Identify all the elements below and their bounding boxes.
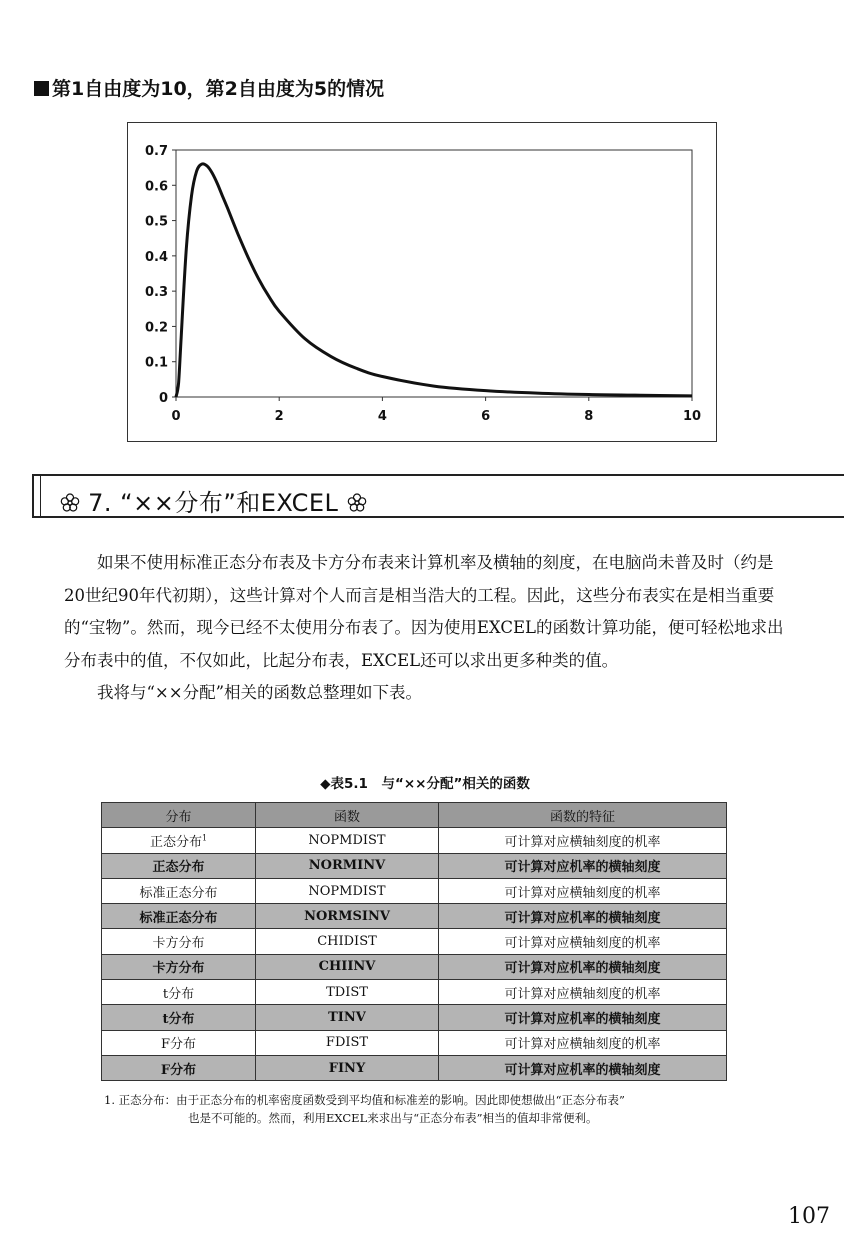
cell-feature: 可计算对应机率的横轴刻度 — [439, 954, 727, 979]
table-row — [102, 878, 727, 903]
table-row — [102, 904, 727, 929]
body-text — [64, 547, 784, 710]
cell-feature: 可计算对应机率的横轴刻度 — [439, 1005, 727, 1030]
cell-distribution — [102, 1030, 256, 1055]
plot-area — [176, 150, 692, 397]
cell-distribution — [102, 954, 256, 979]
cell-feature: 可计算对应横轴刻度的机率 — [439, 980, 727, 1005]
cell-function: NORMSINV — [256, 904, 439, 929]
cell-function: NOPMDIST — [256, 828, 439, 853]
x-tick-label: 6 — [481, 409, 491, 424]
x-tick-label: 0 — [171, 409, 181, 424]
cell-feature: 可计算对应横轴刻度的机率 — [439, 878, 727, 903]
distribution-name: F分布 — [160, 1062, 197, 1078]
cell-distribution — [102, 929, 256, 954]
y-tick-label: 0.3 — [144, 285, 168, 301]
cell-distribution — [102, 853, 256, 878]
table-row — [102, 980, 727, 1005]
table-row — [102, 929, 727, 954]
page-number: 107 — [788, 1204, 830, 1229]
footnote — [104, 1091, 744, 1127]
table-row — [102, 1030, 727, 1055]
x-tick-label: 8 — [584, 409, 594, 424]
footnote-line: 1. 正态分布：由于正态分布的机率密度函数受到平均值和标准差的影响。因此即使想做出“正态分布表” — [104, 1093, 625, 1107]
paragraph: 我将与“××分配”相关的函数总整理如下表。 — [97, 683, 423, 702]
distribution-name: 正态分布 — [152, 860, 205, 876]
cell-distribution — [102, 980, 256, 1005]
density-curve — [176, 164, 692, 397]
y-tick-label: 0.4 — [144, 249, 168, 265]
cell-distribution — [102, 1005, 256, 1030]
cell-feature: 可计算对应机率的横轴刻度 — [439, 853, 727, 878]
table-caption: ◆表5.1 与“××分配”相关的函数 — [320, 776, 530, 792]
table-row — [102, 1055, 727, 1080]
section-title-text: 7. “××分布”和EXCEL — [88, 489, 339, 517]
f-distribution-chart — [128, 123, 716, 441]
x-tick-label: 4 — [377, 409, 387, 424]
y-tick-label: 0.6 — [144, 179, 168, 195]
cell-function: NORMINV — [256, 853, 439, 878]
y-tick-label: 0.2 — [144, 320, 168, 336]
y-tick-label: 0.5 — [144, 214, 168, 230]
distribution-name: 正态分布 — [149, 834, 202, 850]
cell-function: FINY — [256, 1055, 439, 1080]
distribution-name: 卡方分布 — [152, 936, 205, 952]
column-header: 函数 — [256, 803, 439, 828]
cell-function: CHIINV — [256, 954, 439, 979]
table-row — [102, 1005, 727, 1030]
section-heading — [34, 74, 384, 101]
cell-feature: 可计算对应横轴刻度的机率 — [439, 828, 727, 853]
distribution-name: t分布 — [162, 1012, 195, 1028]
cell-function: TINV — [256, 1005, 439, 1030]
y-tick-label: 0.7 — [144, 144, 168, 159]
cell-distribution — [102, 904, 256, 929]
footnote-line: 也是不可能的。然而，利用EXCEL来求出与“正态分布表”相当的值却非常便利。 — [188, 1111, 598, 1125]
distribution-name: F分布 — [160, 1037, 197, 1053]
cell-function: FDIST — [256, 1030, 439, 1055]
y-tick-label: 0 — [158, 391, 168, 406]
cell-feature: 可计算对应横轴刻度的机率 — [439, 929, 727, 954]
distribution-name: t分布 — [162, 986, 195, 1002]
distribution-name: 标准正态分布 — [139, 885, 218, 901]
cell-feature: 可计算对应机率的横轴刻度 — [439, 904, 727, 929]
section-title — [60, 483, 367, 518]
paragraph: 如果不使用标准正态分布表及卡方分布表来计算机率及横轴的刻度，在电脑尚未普及时（约是20世纪90年代初期），这些计算对个人而言是相当浩大的工程。因此，这些分布表实在是相当重要的“宝物”。然而，现今已经不太使用分布表了。因为使用EXCEL的函数计算功能，便可轻松地求出分布表中的值，不仅如此，比起分布表，EXCEL还可以求出更多种类的值。 — [64, 553, 784, 670]
cell-distribution — [102, 1055, 256, 1080]
title-bar-inner-rule — [40, 474, 41, 518]
cell-distribution — [102, 828, 256, 853]
footnote-marker: 1 — [201, 833, 208, 843]
flower-icon — [60, 493, 80, 513]
column-header: 分布 — [102, 803, 256, 828]
chart-frame — [127, 122, 717, 442]
table-header-row — [102, 803, 727, 828]
x-tick-label: 10 — [682, 409, 702, 424]
cell-function: TDIST — [256, 980, 439, 1005]
square-bullet-icon — [34, 81, 49, 96]
table-row — [102, 954, 727, 979]
distribution-name: 标准正态分布 — [139, 910, 218, 926]
distribution-name: 卡方分布 — [152, 961, 205, 977]
cell-feature: 可计算对应横轴刻度的机率 — [439, 1030, 727, 1055]
cell-feature: 可计算对应机率的横轴刻度 — [439, 1055, 727, 1080]
flower-icon — [347, 493, 367, 513]
y-tick-label: 0.1 — [144, 355, 168, 371]
cell-distribution — [102, 878, 256, 903]
column-header: 函数的特征 — [439, 803, 727, 828]
cell-function: CHIDIST — [256, 929, 439, 954]
heading-text: 第1自由度为10，第2自由度为5的情况 — [52, 78, 385, 100]
function-table — [101, 802, 727, 1081]
table-row — [102, 853, 727, 878]
cell-function: NOPMDIST — [256, 878, 439, 903]
table-row — [102, 828, 727, 853]
x-tick-label: 2 — [274, 409, 284, 424]
